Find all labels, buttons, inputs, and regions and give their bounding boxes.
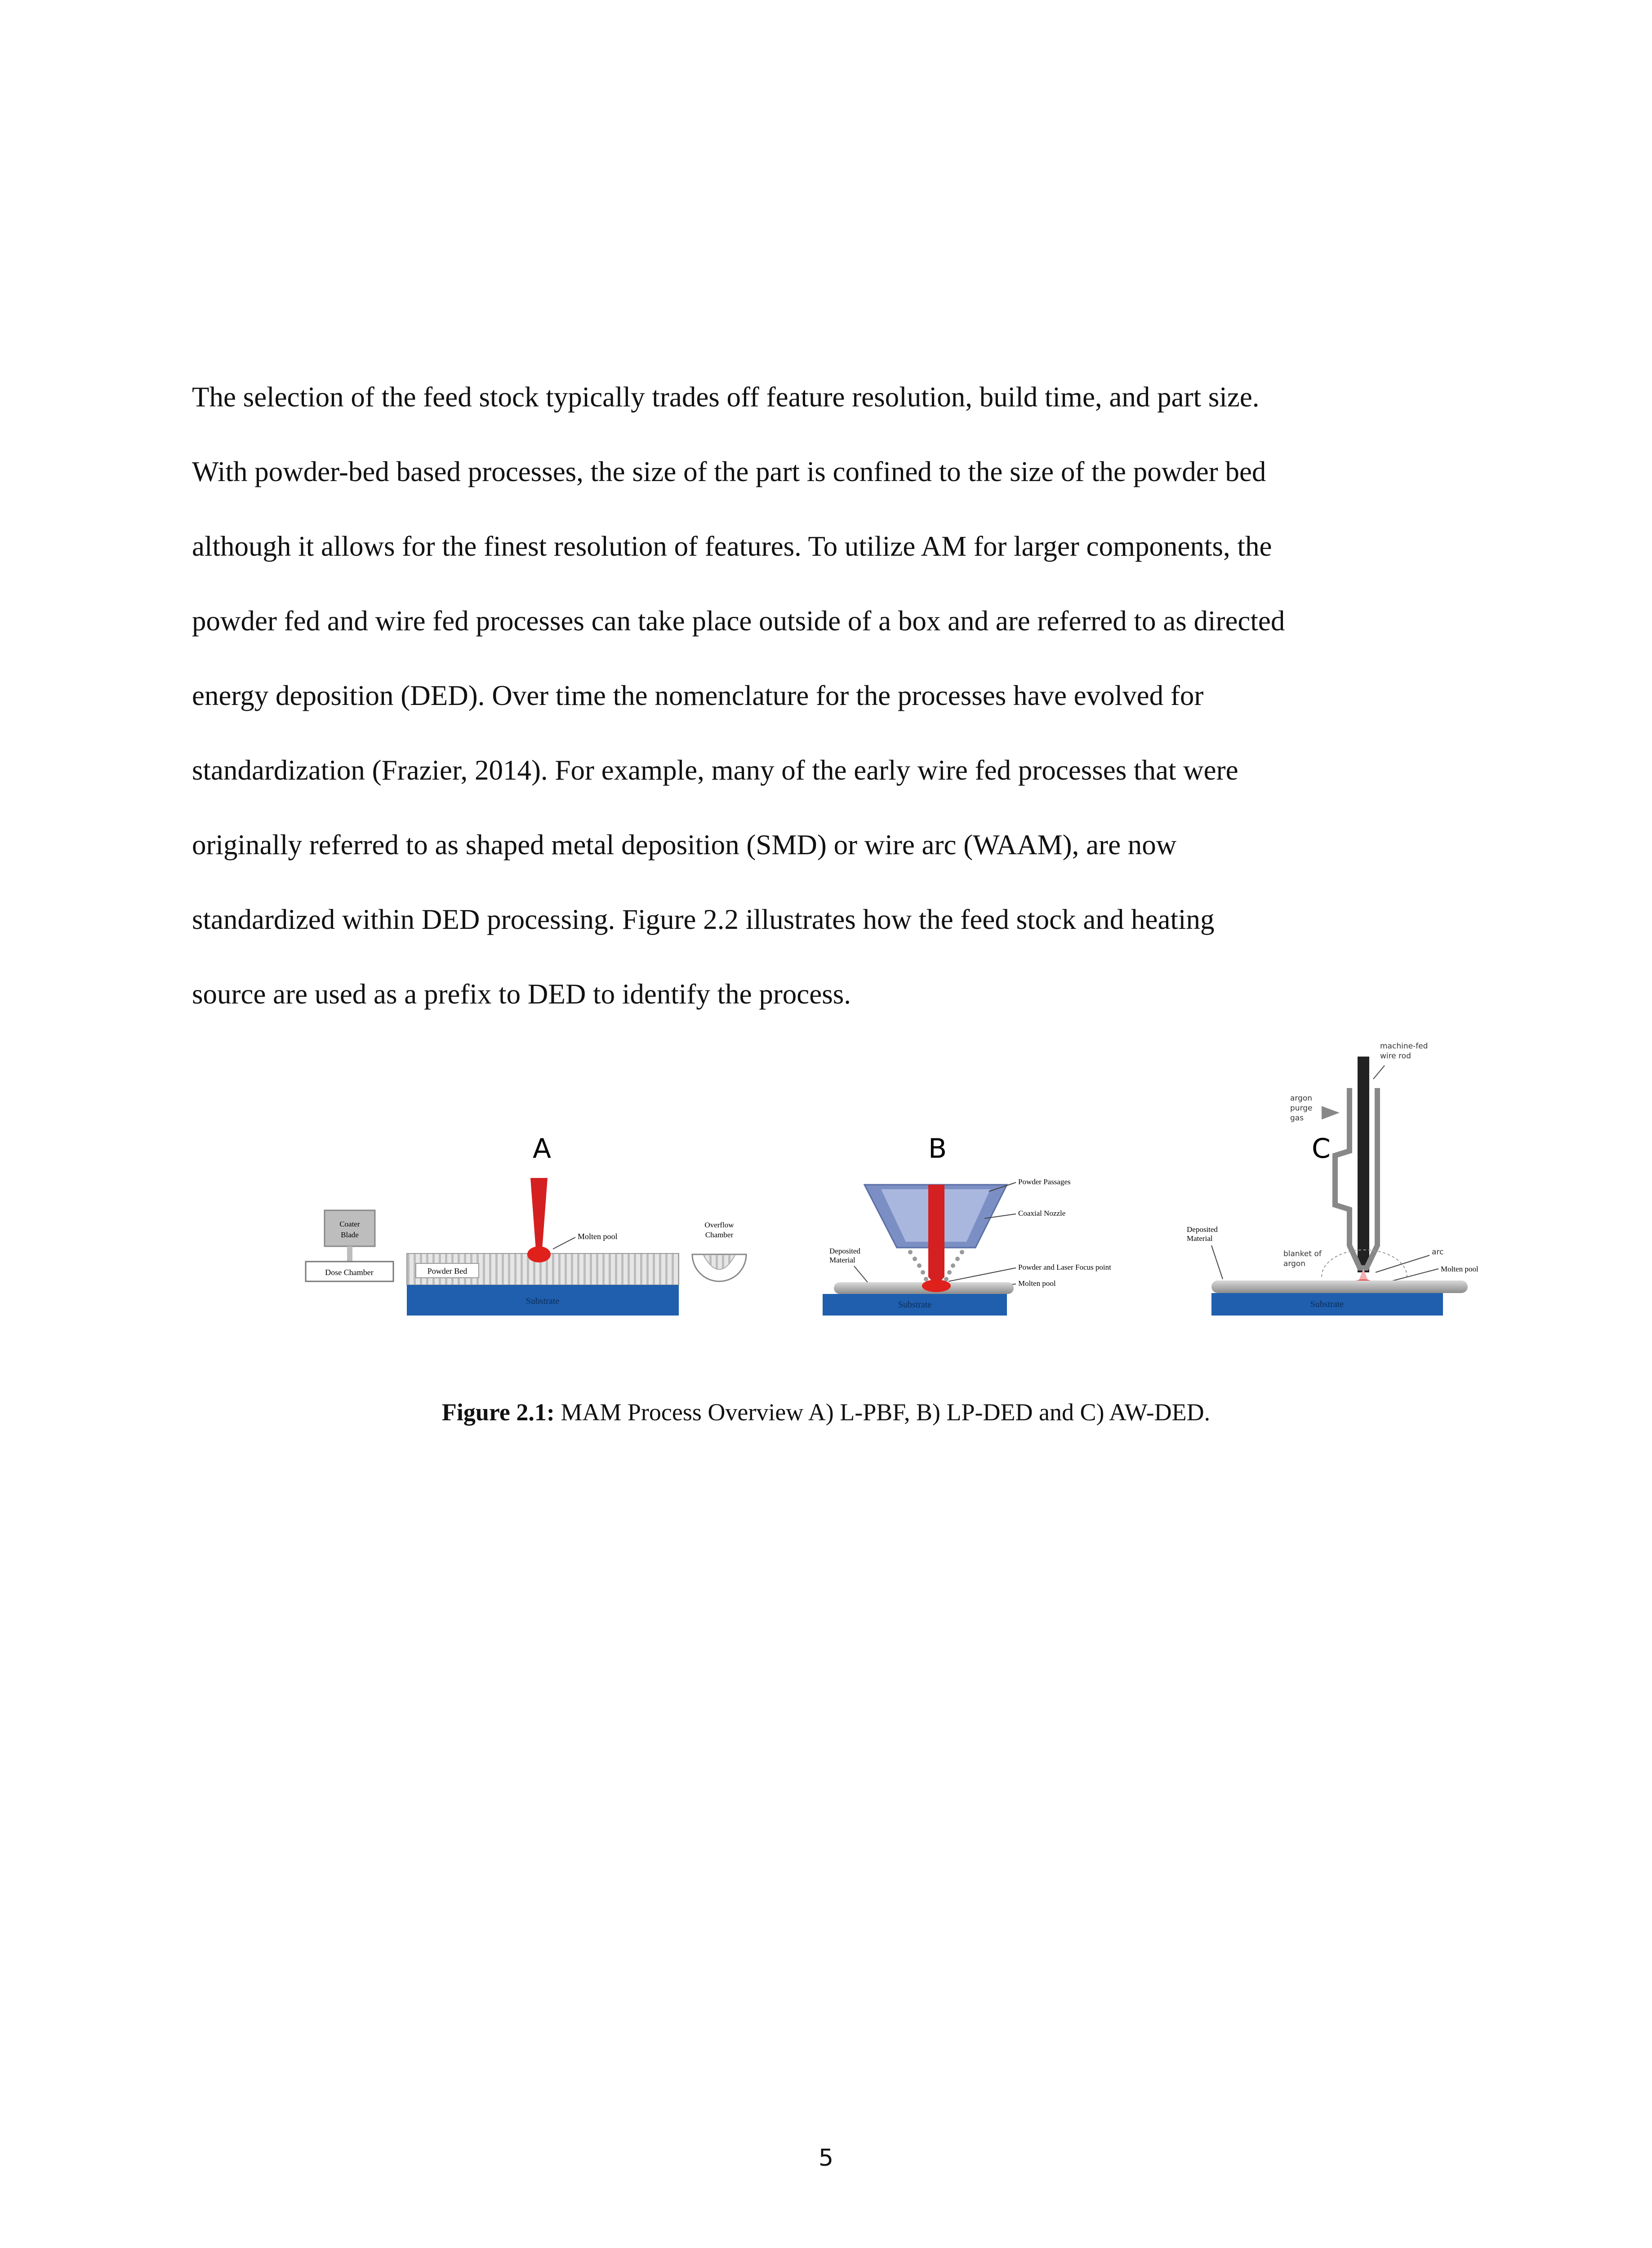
overflow-chamber-label: Overflow xyxy=(704,1221,734,1229)
powder-passages-label: Powder Passages xyxy=(1018,1178,1071,1186)
argon-purge-label: argon xyxy=(1290,1094,1313,1103)
molten-pool-b xyxy=(922,1280,951,1292)
paragraph-line: source are used as a prefix to DED to identify the process. xyxy=(192,978,851,1010)
paragraph-line: The selection of the feed stock typically trades off feature resolution, build time, and part size. xyxy=(192,381,1260,413)
molten-pool-a xyxy=(527,1246,551,1262)
coater-blade-label-2: Blade xyxy=(341,1231,359,1239)
arc-label: arc xyxy=(1432,1248,1444,1257)
panel-b-letter: B xyxy=(928,1133,947,1164)
argon-inlet xyxy=(1322,1106,1340,1120)
substrate-c-label: Substrate xyxy=(1310,1299,1344,1309)
focus-point-label: Powder and Laser Focus point xyxy=(1018,1263,1111,1271)
process-diagram xyxy=(288,1034,1510,1349)
paragraph-line: standardization (Frazier, 2014). For example, many of the early wire fed processes that were xyxy=(192,754,1238,786)
paragraph-line: although it allows for the finest resolution of features. To utilize AM for larger components, the xyxy=(192,531,1272,562)
body-paragraph xyxy=(192,360,1478,1031)
wire-rod-leader xyxy=(1373,1066,1385,1079)
molten-pool-a-label: Molten pool xyxy=(578,1232,618,1241)
coater-arm xyxy=(347,1246,352,1262)
panel-c xyxy=(1187,1042,1478,1316)
coater-blade xyxy=(325,1210,375,1246)
overflow-chamber-label-2: Chamber xyxy=(705,1231,734,1239)
blanket-argon-label: blanket of xyxy=(1283,1249,1322,1258)
paragraph-line: energy deposition (DED). Over time the nomenclature for the processes have evolved for xyxy=(192,680,1204,711)
powder-bed-label: Powder Bed xyxy=(427,1267,468,1276)
paragraph-line: originally referred to as shaped metal deposition (SMD) or wire arc (WAAM), are now xyxy=(192,829,1177,861)
coater-blade-label: Coater xyxy=(339,1220,360,1228)
argon-purge-label-2: purge xyxy=(1290,1104,1313,1113)
paragraph-line: powder fed and wire fed processes can take place outside of a box and are referred to as directed xyxy=(192,605,1285,637)
deposited-material-c-label-2: Material xyxy=(1187,1234,1213,1243)
panel-a xyxy=(306,1133,746,1316)
deposited-material-b-leader xyxy=(854,1266,868,1282)
deposited-material-c xyxy=(1211,1280,1468,1293)
blanket-argon-label-2: argon xyxy=(1283,1259,1306,1268)
panel-b xyxy=(823,1133,1111,1316)
caption-label: Figure 2.1: xyxy=(441,1399,555,1426)
laser-beam-a xyxy=(530,1178,548,1250)
molten-pool-a-leader xyxy=(553,1237,575,1249)
wire-rod-label-2: wire rod xyxy=(1380,1052,1411,1061)
paragraph-line: With powder-bed based processes, the size of the part is confined to the size of the powder bed xyxy=(192,456,1266,487)
coaxial-nozzle-label: Coaxial Nozzle xyxy=(1018,1209,1066,1218)
deposited-material-c-leader xyxy=(1211,1245,1223,1279)
arc-leader xyxy=(1376,1255,1429,1272)
wire-rod-label: machine-fed xyxy=(1380,1042,1428,1051)
panel-a-letter: A xyxy=(533,1133,552,1164)
dose-chamber-label: Dose Chamber xyxy=(325,1268,374,1277)
deposited-material-b-label: Deposited xyxy=(829,1247,860,1255)
panel-c-letter: C xyxy=(1312,1133,1331,1164)
paragraph-line: standardized within DED processing. Figure 2.2 illustrates how the feed stock and heating xyxy=(192,904,1215,935)
deposited-material-c-label: Deposited xyxy=(1187,1225,1218,1234)
caption-text: MAM Process Overview A) L-PBF, B) LP-DED and C) AW-DED. xyxy=(554,1399,1211,1426)
figure-caption xyxy=(0,1398,1652,1426)
molten-pool-c-label: Molten pool xyxy=(1441,1265,1478,1273)
molten-pool-b-label: Molten pool xyxy=(1018,1279,1056,1288)
focus-point-leader xyxy=(948,1268,1016,1281)
process-figure xyxy=(288,1034,1510,1349)
argon-purge-label-3: gas xyxy=(1290,1114,1304,1123)
torch-body xyxy=(1335,1088,1377,1268)
substrate-b-label: Substrate xyxy=(898,1300,932,1310)
deposited-material-b-label-2: Material xyxy=(829,1256,855,1264)
substrate-a-label: Substrate xyxy=(525,1296,560,1306)
page-number: 5 xyxy=(818,2145,834,2172)
laser-beam-b xyxy=(928,1185,944,1277)
wire-rod xyxy=(1358,1057,1369,1272)
